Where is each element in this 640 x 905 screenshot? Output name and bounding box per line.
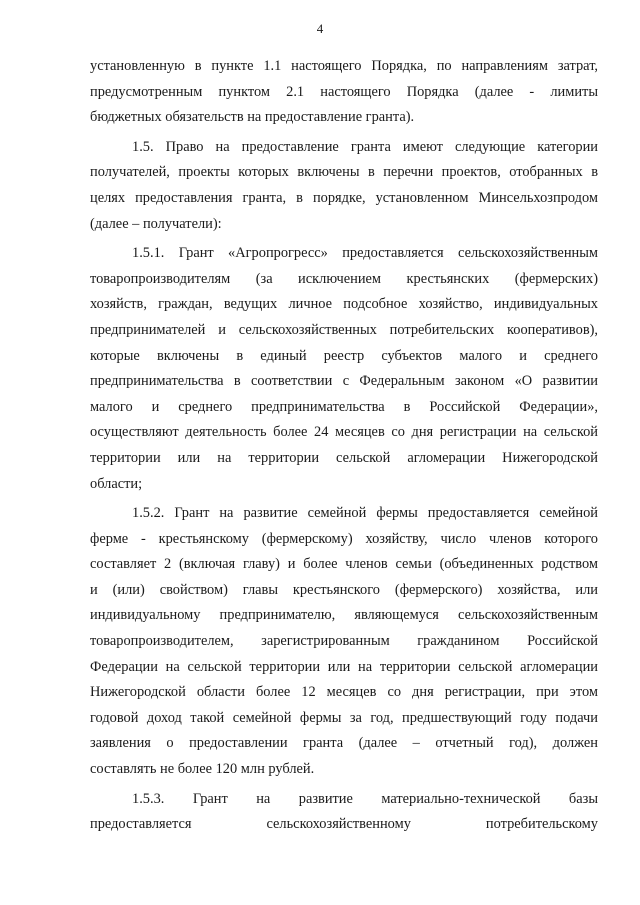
paragraph-1-5-first-line: 1.5. Право на предоставление гранта имеют следующие категории — [132, 138, 598, 155]
text-line: целях предоставления гранта, в порядке, установленном Минсельхозпродом — [90, 189, 598, 206]
document-body — [90, 54, 598, 838]
text-line: области; — [90, 475, 143, 492]
text-line: которые включены в единый реестр субъектов малого и среднего — [90, 347, 598, 364]
text-line: годовой доход такой семейной фермы за год, предшествующий году подачи — [90, 709, 598, 726]
text-line: ферме - крестьянскому (фермерскому) хозяйству, число членов которого — [90, 530, 598, 547]
text-line: индивидуальному предпринимателю, являющемуся сельскохозяйственным — [90, 607, 598, 624]
text-line: предпринимателей и сельскохозяйственных потребительских кооперативов), — [90, 321, 598, 338]
paragraph-1-5-1-first-line: 1.5.1. Грант «Агропрогресс» предоставляется сельскохозяйственным — [132, 245, 598, 262]
text-line: хозяйств, граждан, ведущих личное подсобное хозяйство, индивидуальных — [90, 296, 598, 313]
text-line: получателей, проекты которых включены в перечни проектов, отобранных в — [90, 164, 598, 181]
text-line: бюджетных обязательств на предоставление гранта). — [90, 109, 415, 126]
text-line: составляет 2 (включая главу) и более членов семьи (объединенных родством — [90, 556, 598, 573]
text-line: предоставляется сельскохозяйственному потребительскому — [90, 816, 598, 833]
text-line: товаропроизводителям (за исключением крестьянских (фермерских) — [90, 270, 598, 287]
page-number: 4 — [316, 21, 324, 36]
text-line: Нижегородской области более 12 месяцев со дня регистрации, при этом — [90, 684, 598, 701]
paragraph-1-5-3-first-line: 1.5.3. Грант на развитие материально-технической базы — [132, 790, 598, 807]
text-line: и (или) свойством) главы крестьянского (фермерского) хозяйства, или — [90, 581, 598, 598]
text-line: товаропроизводителем, зарегистрированным гражданином Российской — [90, 633, 598, 650]
text-line: Федерации на сельской территории или на территории сельской агломерации — [90, 658, 598, 675]
text-line: заявления о предоставлении гранта (далее – отчетный год), должен — [90, 735, 598, 752]
text-line: малого и среднего предпринимательства в Российской Федерации», — [90, 398, 598, 415]
text-line: установленную в пункте 1.1 настоящего Порядка, по направлениям затрат, — [90, 58, 598, 74]
text-line: составлять не более 120 млн рублей. — [90, 761, 315, 778]
text-line: (далее – получатели): — [90, 215, 222, 232]
text-line: осуществляют деятельность более 24 месяцев со дня регистрации на сельской — [90, 424, 598, 441]
text-line: территории или на территории сельской агломерации Нижегородской — [90, 449, 598, 466]
text-line: предусмотренным пунктом 2.1 настоящего Порядка (далее - лимиты — [90, 83, 598, 100]
paragraph-1-5-2-first-line: 1.5.2. Грант на развитие семейной фермы предоставляется семейной — [132, 505, 598, 522]
text-line: предпринимательства в соответствии с Федеральным законом «О развитии — [90, 373, 598, 390]
